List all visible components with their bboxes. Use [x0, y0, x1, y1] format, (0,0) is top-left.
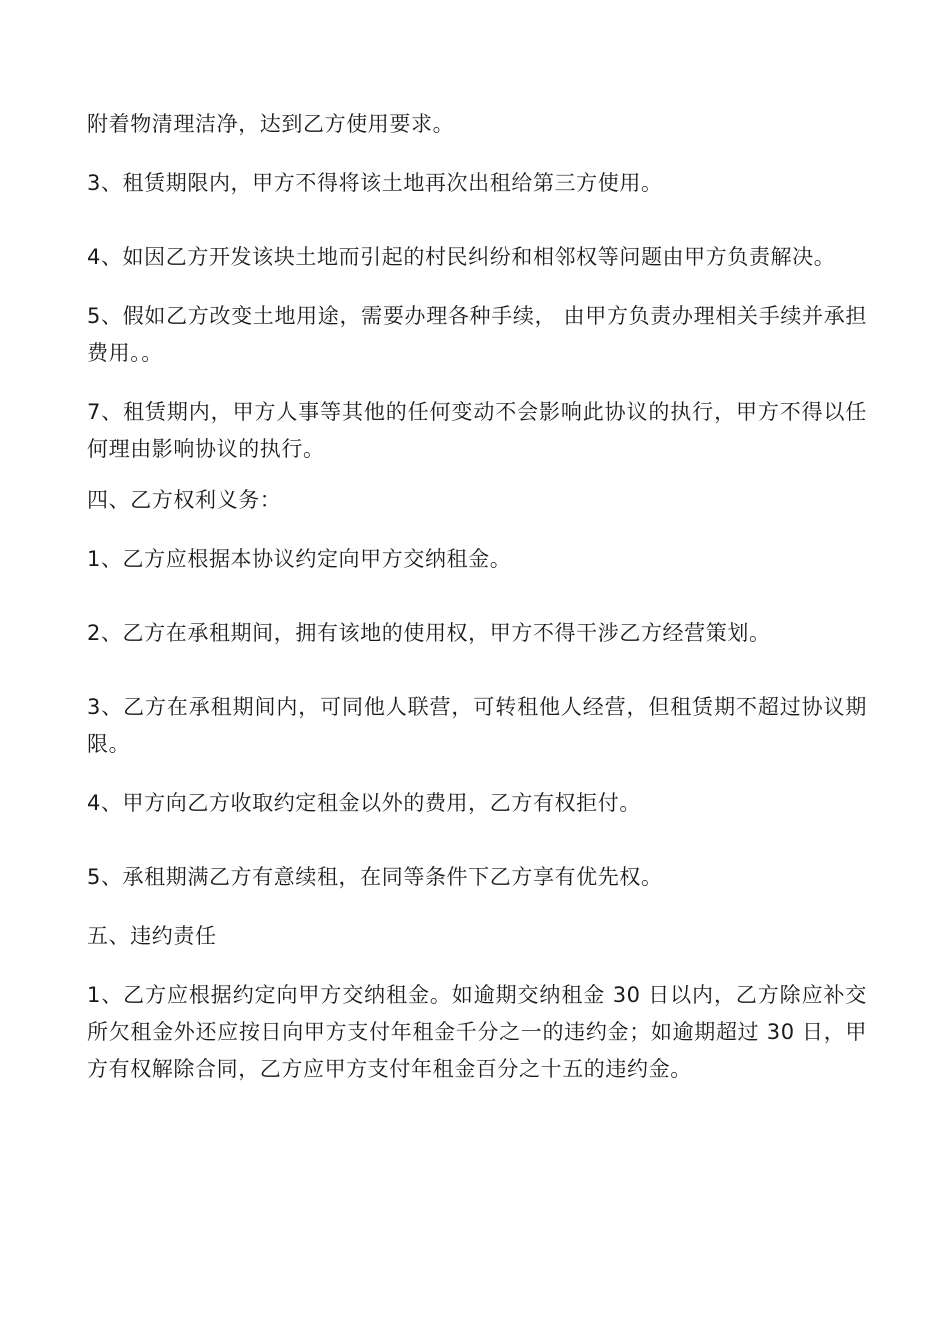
paragraph-b-clause-3: 3、乙方在承租期间内，可同他人联营，可转租他人经营，但租赁期不超过协议期限。: [87, 695, 867, 756]
section-heading-liability: 五、违约责任: [87, 924, 217, 948]
document-body: [87, 106, 867, 1088]
paragraph-continuation: 附着物清理洁净，达到乙方使用要求。: [87, 112, 455, 136]
paragraph-b-clause-4: 4、甲方向乙方收取约定租金以外的费用，乙方有权拒付。: [87, 791, 641, 815]
paragraph-liability-clause-1: 1、乙方应根据约定向甲方交纳租金。如逾期交纳租金 30 日以内，乙方除应补交所欠租金外还应按日向甲方支付年租金千分之一的违约金；如逾期超过 30 日，甲方有权解除合同，乙方应甲方支付年租金百分之十五的违约金。: [87, 983, 867, 1081]
paragraph-b-clause-2: 2、乙方在承租期间，拥有该地的使用权，甲方不得干涉乙方经营策划。: [87, 621, 771, 645]
paragraph-b-clause-1: 1、乙方应根据本协议约定向甲方交纳租金。: [87, 547, 512, 571]
section-heading-party-b-rights: 四、乙方权利义务：: [87, 488, 282, 512]
paragraph-clause-7: 7、租赁期内，甲方人事等其他的任何变动不会影响此协议的执行，甲方不得以任何理由影响协议的执行。: [87, 400, 867, 461]
paragraph-clause-3: 3、租赁期限内，甲方不得将该土地再次出租给第三方使用。: [87, 171, 663, 195]
paragraph-clause-4: 4、如因乙方开发该块土地而引起的村民纠纷和相邻权等问题由甲方负责解决。: [87, 245, 836, 269]
paragraph-b-clause-5: 5、承租期满乙方有意续租，在同等条件下乙方享有优先权。: [87, 865, 663, 889]
paragraph-clause-5: 5、假如乙方改变土地用途，需要办理各种手续， 由甲方负责办理相关手续并承担费用。。: [87, 304, 867, 365]
